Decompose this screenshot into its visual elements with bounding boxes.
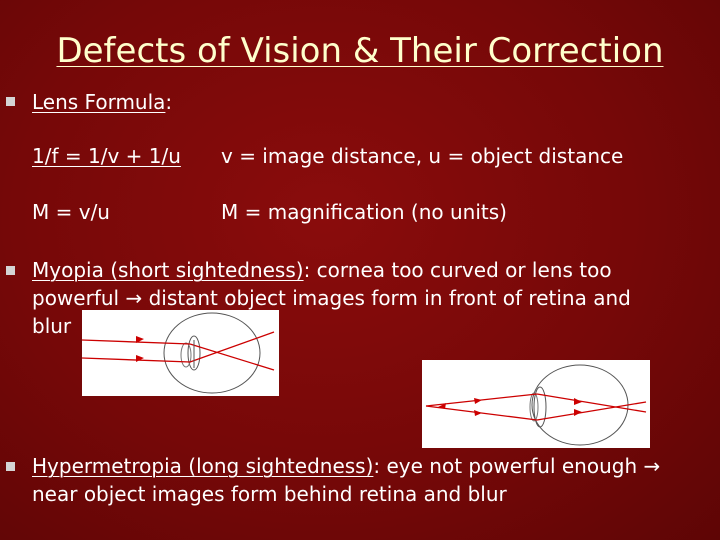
lens-formula-description: v = image distance, u = object distance xyxy=(221,144,624,168)
myopia-term: Myopia (short sightedness) xyxy=(32,258,304,282)
bullet-marker xyxy=(6,266,15,275)
hypermetropia-term: Hypermetropia (long sightedness) xyxy=(32,454,374,478)
myopia-line-2: powerful → distant object images form in front of retina and xyxy=(32,286,631,310)
myopia-line-3: blur xyxy=(32,314,72,338)
lens-formula-heading-line: Lens Formula: xyxy=(32,90,173,114)
bullet-marker xyxy=(6,462,15,471)
myopia-diagram xyxy=(82,310,279,396)
bullet-marker xyxy=(6,97,15,106)
hypermetropia-line-1: Hypermetropia (long sightedness): eye not powerful enough → xyxy=(32,454,661,478)
arrow-right-icon: → xyxy=(643,454,661,478)
magnification-formula: M = v/u xyxy=(32,200,110,224)
magnification-description: M = magnification (no units) xyxy=(221,200,507,224)
slide-title: Defects of Vision & Their Correction xyxy=(56,31,664,71)
lens-formula-heading: Lens Formula xyxy=(32,90,166,114)
hypermetropia-diagram xyxy=(422,360,650,448)
arrow-right-icon: → xyxy=(125,286,143,310)
hypermetropia-line-2: near object images form behind retina and blur xyxy=(32,482,507,506)
lens-formula: 1/f = 1/v + 1/u xyxy=(32,144,181,168)
myopia-line-1: Myopia (short sightedness): cornea too curved or lens too xyxy=(32,258,612,282)
